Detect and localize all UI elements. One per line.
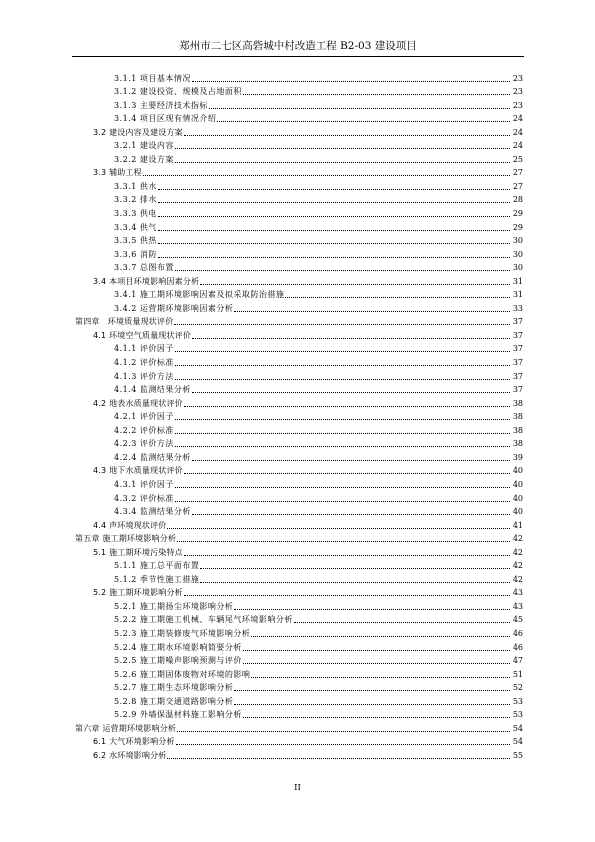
dot-leader: [234, 609, 510, 610]
dot-leader: [175, 487, 510, 488]
toc-entry[interactable]: [0, 422, 595, 436]
toc-entry[interactable]: [0, 138, 595, 152]
dot-leader: [234, 311, 510, 312]
dot-leader: [184, 595, 510, 596]
toc-entry-page-number: 23: [512, 73, 523, 83]
toc-entry-label: 5.2.6 施工期固体废物对环境的影响: [114, 669, 251, 679]
toc-entry-page-number: 30: [512, 263, 523, 273]
dot-leader: [175, 379, 510, 380]
toc-entry-page-number: 42: [512, 534, 523, 544]
toc-entry[interactable]: [0, 354, 595, 368]
toc-entry[interactable]: [0, 625, 595, 639]
toc-entry[interactable]: [0, 680, 595, 694]
toc-entry-page-number: 27: [512, 168, 523, 178]
dot-leader: [192, 392, 510, 393]
toc-entry-page-number: 37: [512, 371, 523, 381]
toc-entry[interactable]: [0, 409, 595, 423]
toc-entry[interactable]: [0, 734, 595, 748]
toc-entry-label: 4.3 地下水质量现状评价: [93, 466, 183, 476]
dot-leader: [143, 175, 510, 176]
toc-entry-label: 3.3.5 供热: [114, 236, 157, 246]
toc-entry-label: 5.2.3 施工期装修废气环境影响分析: [114, 628, 251, 638]
toc-entry-page-number: 40: [512, 507, 523, 517]
dot-leader: [184, 406, 510, 407]
toc-entry-page-number: 40: [512, 466, 523, 476]
dot-leader: [176, 744, 510, 745]
toc-entry-page-number: 33: [512, 303, 523, 313]
toc-entry-page-number: 37: [512, 330, 523, 340]
toc-entry[interactable]: [0, 571, 595, 585]
toc-entry-page-number: 46: [512, 628, 523, 638]
toc-entry[interactable]: [0, 612, 595, 626]
toc-entry-label: 5.2.4 施工期水环境影响简要分析: [114, 642, 242, 652]
toc-entry-page-number: 23: [512, 100, 523, 110]
toc-entry[interactable]: [0, 70, 595, 84]
toc-entry-label: 4.1.2 评价标准: [114, 358, 174, 368]
dot-leader: [175, 351, 510, 352]
dot-leader: [177, 731, 510, 732]
toc-entry[interactable]: [0, 219, 595, 233]
dot-leader: [175, 162, 510, 163]
toc-entry-label: 4.3.1 评价因子: [114, 479, 174, 489]
dot-leader: [175, 148, 510, 149]
toc-entry[interactable]: [0, 585, 595, 599]
toc-entry[interactable]: [0, 273, 595, 287]
toc-entry-label: 3.2.1 建设内容: [114, 141, 174, 151]
toc-entry-label: 4.2.3 评价方法: [114, 439, 174, 449]
toc-entry-label: 6.1 大气环境影响分析: [93, 737, 175, 747]
toc-entry-label: 3.2.2 建设方案: [114, 154, 174, 164]
toc-entry[interactable]: [0, 666, 595, 680]
toc-entry[interactable]: [0, 517, 595, 531]
toc-entry-label: 3.3.3 供电: [114, 209, 157, 219]
toc-entry-label: 3.2 建设内容及建设方案: [93, 127, 183, 137]
toc-entry[interactable]: [0, 205, 595, 219]
toc-entry-page-number: 38: [512, 425, 523, 435]
toc-entry[interactable]: [0, 747, 595, 761]
dot-leader: [175, 270, 510, 271]
toc-entry-page-number: 40: [512, 493, 523, 503]
toc-entry-page-number: 28: [512, 195, 523, 205]
toc-entry-page-number: 40: [512, 479, 523, 489]
dot-leader: [175, 501, 510, 502]
toc-entry[interactable]: [0, 192, 595, 206]
toc-entry[interactable]: [0, 436, 595, 450]
toc-entry-page-number: 53: [512, 710, 523, 720]
toc-entry-page-number: 27: [512, 181, 523, 191]
toc-entry-page-number: 42: [512, 561, 523, 571]
toc-entry[interactable]: [0, 178, 595, 192]
toc-entry[interactable]: [0, 707, 595, 721]
toc-entry[interactable]: [0, 639, 595, 653]
toc-entry-label: 5.1 施工期环境污染特点: [93, 547, 183, 557]
toc-entry-label: 3.4 本项目环境影响因素分析: [93, 276, 200, 286]
dot-leader: [175, 446, 510, 447]
toc-entry[interactable]: [0, 368, 595, 382]
toc-entry-label: 4.1.4 监测结果分析: [114, 385, 191, 395]
toc-entry-label: 3.3.6 消防: [114, 249, 157, 259]
toc-entry[interactable]: [0, 598, 595, 612]
dot-leader: [158, 202, 510, 203]
dot-leader: [174, 324, 510, 325]
toc-entry[interactable]: [0, 246, 595, 260]
toc-entry-page-number: 54: [512, 737, 523, 747]
toc-entry-page-number: 24: [512, 127, 523, 137]
toc-entry[interactable]: [0, 287, 595, 301]
dot-leader: [175, 419, 510, 420]
table-of-contents: [0, 70, 595, 761]
toc-entry-label: 5.1.1 施工总平面布置: [114, 561, 200, 571]
toc-entry-page-number: 38: [512, 412, 523, 422]
toc-entry-label: 5.2.1 施工期扬尘环境影响分析: [114, 601, 234, 611]
toc-entry[interactable]: [0, 544, 595, 558]
dot-leader: [285, 297, 510, 298]
toc-entry-label: 3.3 辅助工程: [93, 168, 142, 178]
dot-leader: [243, 663, 510, 664]
dot-leader: [243, 717, 510, 718]
toc-entry-page-number: 42: [512, 574, 523, 584]
toc-entry[interactable]: [0, 327, 595, 341]
toc-entry[interactable]: [0, 382, 595, 396]
toc-entry-label: 4.4 声环境现状评价: [93, 520, 167, 530]
toc-entry-page-number: 31: [512, 276, 523, 286]
toc-entry-label: 5.2.5 施工期噪声影响预测与评价: [114, 656, 242, 666]
dot-leader: [167, 758, 510, 759]
dot-leader: [200, 568, 510, 569]
toc-entry-page-number: 25: [512, 154, 523, 164]
toc-entry-page-number: 42: [512, 547, 523, 557]
dot-leader: [192, 338, 510, 339]
toc-entry-page-number: 24: [512, 141, 523, 151]
toc-entry[interactable]: [0, 476, 595, 490]
toc-entry-label: 4.1.3 评价方法: [114, 371, 174, 381]
toc-entry-page-number: 24: [512, 114, 523, 124]
dot-leader: [175, 433, 510, 434]
toc-entry[interactable]: [0, 693, 595, 707]
toc-entry-label: 5.1.2 季节性施工措施: [114, 574, 200, 584]
dot-leader: [158, 230, 510, 231]
toc-entry[interactable]: [0, 260, 595, 274]
toc-entry-page-number: 30: [512, 249, 523, 259]
toc-entry[interactable]: [0, 653, 595, 667]
toc-entry-page-number: 41: [512, 520, 523, 530]
dot-leader: [209, 108, 510, 109]
toc-entry[interactable]: [0, 341, 595, 355]
toc-entry-page-number: 29: [512, 222, 523, 232]
dot-leader: [158, 189, 510, 190]
dot-leader: [200, 582, 510, 583]
toc-entry-label: 3.3.1 供水: [114, 181, 157, 191]
toc-entry[interactable]: [0, 720, 595, 734]
toc-entry-page-number: 30: [512, 236, 523, 246]
toc-entry[interactable]: [0, 490, 595, 504]
toc-entry-label: 4.1 环境空气质量现状评价: [93, 330, 192, 340]
toc-entry-label: 4.2.4 监测结果分析: [114, 452, 191, 462]
toc-entry-page-number: 43: [512, 601, 523, 611]
dot-leader: [158, 216, 510, 217]
dot-leader: [251, 636, 510, 637]
dot-leader: [175, 365, 510, 366]
toc-entry-page-number: 39: [512, 452, 523, 462]
toc-entry[interactable]: [0, 449, 595, 463]
toc-entry[interactable]: [0, 111, 595, 125]
dot-leader: [167, 528, 510, 529]
toc-entry-label: 第四章 环境质量现状评价: [75, 317, 174, 327]
toc-entry[interactable]: [0, 84, 595, 98]
dot-leader: [200, 284, 510, 285]
dot-leader: [158, 257, 510, 258]
toc-entry-label: 4.2.2 评价标准: [114, 425, 174, 435]
toc-entry-label: 5.2.2 施工期施工机械、车辆尾气环境影响分析: [114, 615, 293, 625]
toc-entry[interactable]: [0, 165, 595, 179]
toc-entry-label: 3.3.2 排水: [114, 195, 157, 205]
toc-entry-page-number: 52: [512, 683, 523, 693]
toc-entry[interactable]: [0, 463, 595, 477]
dot-leader: [192, 514, 510, 515]
dot-leader: [158, 243, 510, 244]
toc-entry-label: 4.3.2 评价标准: [114, 493, 174, 503]
toc-entry-label: 5.2 施工期环境影响分析: [93, 588, 183, 598]
toc-entry-page-number: 38: [512, 398, 523, 408]
dot-leader: [184, 555, 510, 556]
toc-entry-label: 3.3.4 供气: [114, 222, 157, 232]
toc-entry-label: 5.2.9 外墙保温材料施工影响分析: [114, 710, 242, 720]
toc-entry-page-number: 37: [512, 358, 523, 368]
toc-entry-page-number: 43: [512, 588, 523, 598]
toc-entry-page-number: 54: [512, 723, 523, 733]
toc-entry-page-number: 38: [512, 439, 523, 449]
toc-entry[interactable]: [0, 504, 595, 518]
toc-entry-label: 第五章 施工期环境影响分析: [75, 534, 177, 544]
toc-entry-label: 4.1.1 评价因子: [114, 344, 174, 354]
toc-entry-label: 3.4.2 运营期环境影响因素分析: [114, 303, 234, 313]
toc-entry[interactable]: [0, 558, 595, 572]
toc-entry-page-number: 37: [512, 344, 523, 354]
toc-entry[interactable]: [0, 300, 595, 314]
toc-entry-page-number: 29: [512, 209, 523, 219]
page-header: [72, 38, 524, 57]
toc-entry-page-number: 47: [512, 656, 523, 666]
toc-entry[interactable]: [0, 395, 595, 409]
toc-entry-page-number: 45: [512, 615, 523, 625]
dot-leader: [192, 81, 510, 82]
toc-entry-page-number: 23: [512, 87, 523, 97]
toc-entry-page-number: 37: [512, 385, 523, 395]
dot-leader: [177, 541, 510, 542]
toc-entry-label: 4.3.4 监测结果分析: [114, 507, 191, 517]
toc-entry-label: 5.2.7 施工期生态环境影响分析: [114, 683, 234, 693]
toc-entry[interactable]: [0, 151, 595, 165]
toc-entry-page-number: 46: [512, 642, 523, 652]
dot-leader: [184, 135, 510, 136]
dot-leader: [243, 94, 510, 95]
toc-entry-label: 6.2 水环境影响分析: [93, 750, 167, 760]
toc-entry[interactable]: [0, 531, 595, 545]
document-title: 郑州市二七区高砦城中村改造工程 B2-03 建设项目: [179, 40, 417, 52]
dot-leader: [192, 460, 510, 461]
toc-entry[interactable]: [0, 314, 595, 328]
toc-entry[interactable]: [0, 124, 595, 138]
toc-entry-label: 3.1.3 主要经济技术指标: [114, 100, 208, 110]
toc-entry-page-number: 53: [512, 696, 523, 706]
dot-leader: [243, 650, 510, 651]
dot-leader: [294, 622, 510, 623]
toc-entry-page-number: 37: [512, 317, 523, 327]
toc-entry-label: 3.1.1 项目基本情况: [114, 73, 191, 83]
toc-entry-page-number: 31: [512, 290, 523, 300]
dot-leader: [234, 704, 510, 705]
toc-entry[interactable]: [0, 233, 595, 247]
toc-entry-label: 3.4.1 施工期环境影响因素及拟采取防治措施: [114, 290, 285, 300]
toc-entry-label: 3.1.2 建设投资、规模及占地面积: [114, 87, 242, 97]
dot-leader: [217, 121, 510, 122]
dot-leader: [234, 690, 510, 691]
toc-entry-page-number: 51: [512, 669, 523, 679]
toc-entry[interactable]: [0, 97, 595, 111]
toc-entry-label: 4.2.1 评价因子: [114, 412, 174, 422]
dot-leader: [251, 677, 510, 678]
toc-entry-label: 3.3.7 总图布置: [114, 263, 174, 273]
toc-entry-label: 第六章 运营期环境影响分析: [75, 723, 177, 733]
toc-entry-page-number: 55: [512, 750, 523, 760]
toc-entry-label: 4.2 地表水质量现状评价: [93, 398, 183, 408]
dot-leader: [184, 473, 510, 474]
toc-entry-label: 5.2.8 施工期交通道路影响分析: [114, 696, 234, 706]
page-number: II: [294, 783, 301, 793]
toc-entry-label: 3.1.4 项目区现有情况介绍: [114, 114, 217, 124]
